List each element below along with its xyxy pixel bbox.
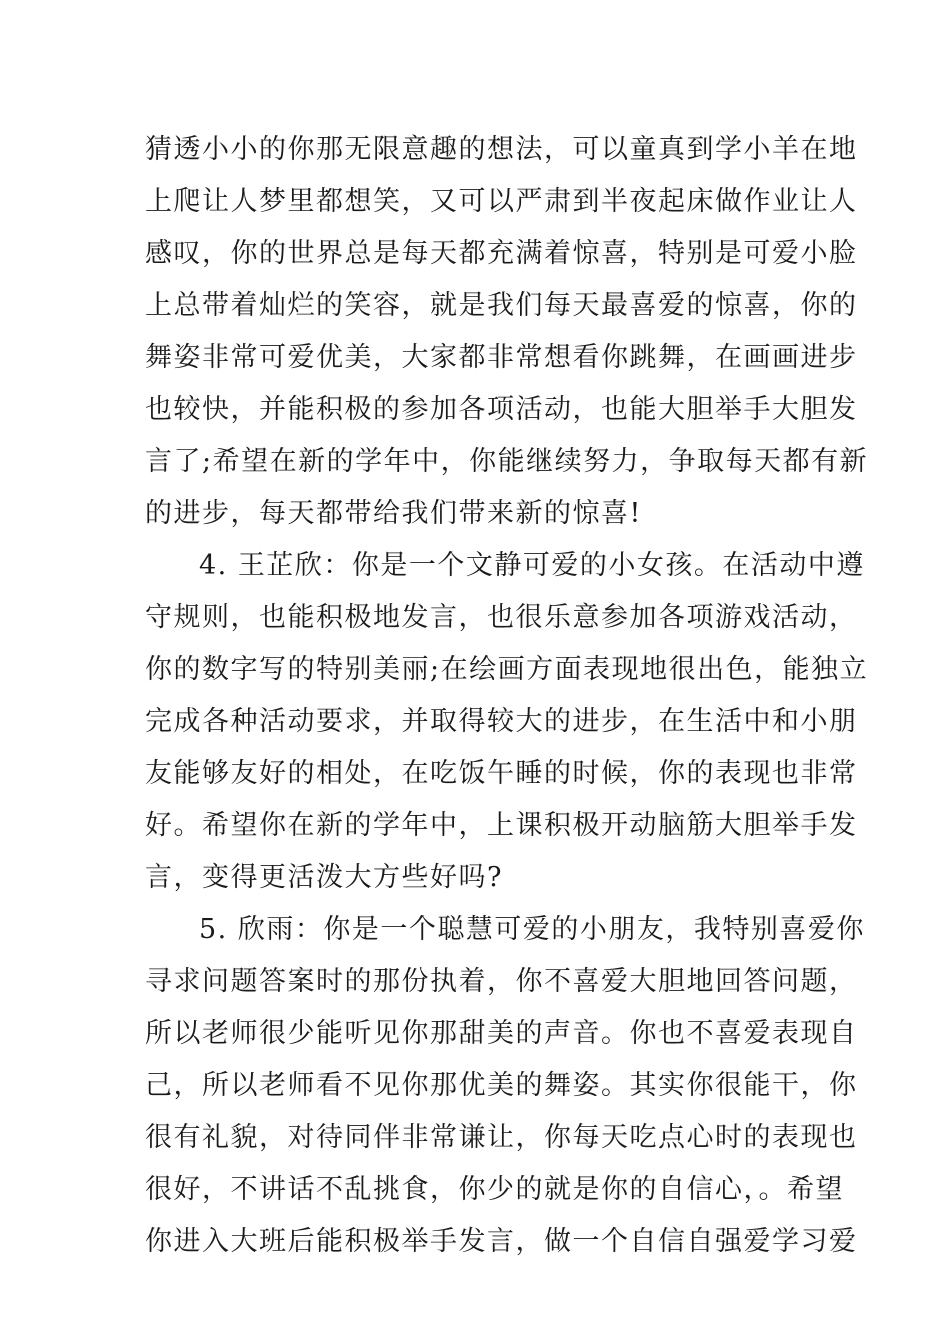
text-line: 舞姿非常可爱优美，大家都非常想看你跳舞，在画画进步 [145,342,858,373]
text-line: 所以老师很少能听见你那甜美的声音。你也不喜爱表现自 [145,1018,858,1049]
text-line: 上总带着灿烂的笑容，就是我们每天最喜爱的惊喜，你的 [145,290,858,321]
text-line: 5. 欣雨：你是一个聪慧可爱的小朋友，我特别喜爱你 [199,914,865,945]
paragraph-item-5 [145,904,865,1268]
text-line: 感叹，你的世界总是每天都充满着惊喜，特别是可爱小脸 [145,238,858,269]
text-line: 猜透小小的你那无限意趣的想法，可以童真到学小羊在地 [145,134,858,165]
text-line: 言，变得更活泼大方些好吗? [145,862,503,893]
text-line: 上爬让人梦里都想笑，又可以严肃到半夜起床做作业让人 [145,186,858,217]
paragraph-continued [145,124,869,540]
text-line: 友能够友好的相处，在吃饭午睡的时候，你的表现也非常 [145,758,858,789]
paragraph-item-4 [145,540,869,904]
text-line: 很有礼貌，对待同伴非常谦让，你每天吃点心时的表现也 [145,1122,858,1153]
text-line: 4. 王芷欣：你是一个文静可爱的小女孩。在活动中遵 [199,550,865,581]
text-line: 也较快，并能积极的参加各项活动，也能大胆举手大胆发 [145,394,858,425]
text-line: 守规则，也能积极地发言，也很乐意参加各项游戏活动， [145,602,858,633]
text-line: 你进入大班后能积极举手发言，做一个自信自强爱学习爱 [145,1226,858,1257]
body-text [145,124,869,1268]
text-line: 完成各种活动要求，并取得较大的进步，在生活中和小朋 [145,706,858,737]
text-line: 的进步，每天都带给我们带来新的惊喜! [145,498,642,529]
text-line: 言了;希望在新的学年中，你能继续努力，争取每天都有新 [145,446,869,477]
text-line: 好。希望你在新的学年中，上课积极开动脑筋大胆举手发 [145,810,858,841]
text-line: 你的数字写的特别美丽;在绘画方面表现地很出色，能独立 [145,654,869,685]
text-line: 己，所以老师看不见你那优美的舞姿。其实你很能干，你 [145,1070,858,1101]
text-line: 寻求问题答案时的那份执着，你不喜爱大胆地回答问题， [145,966,858,997]
text-line: 很好，不讲话不乱挑食，你少的就是你的自信心，。希望 [145,1174,844,1205]
